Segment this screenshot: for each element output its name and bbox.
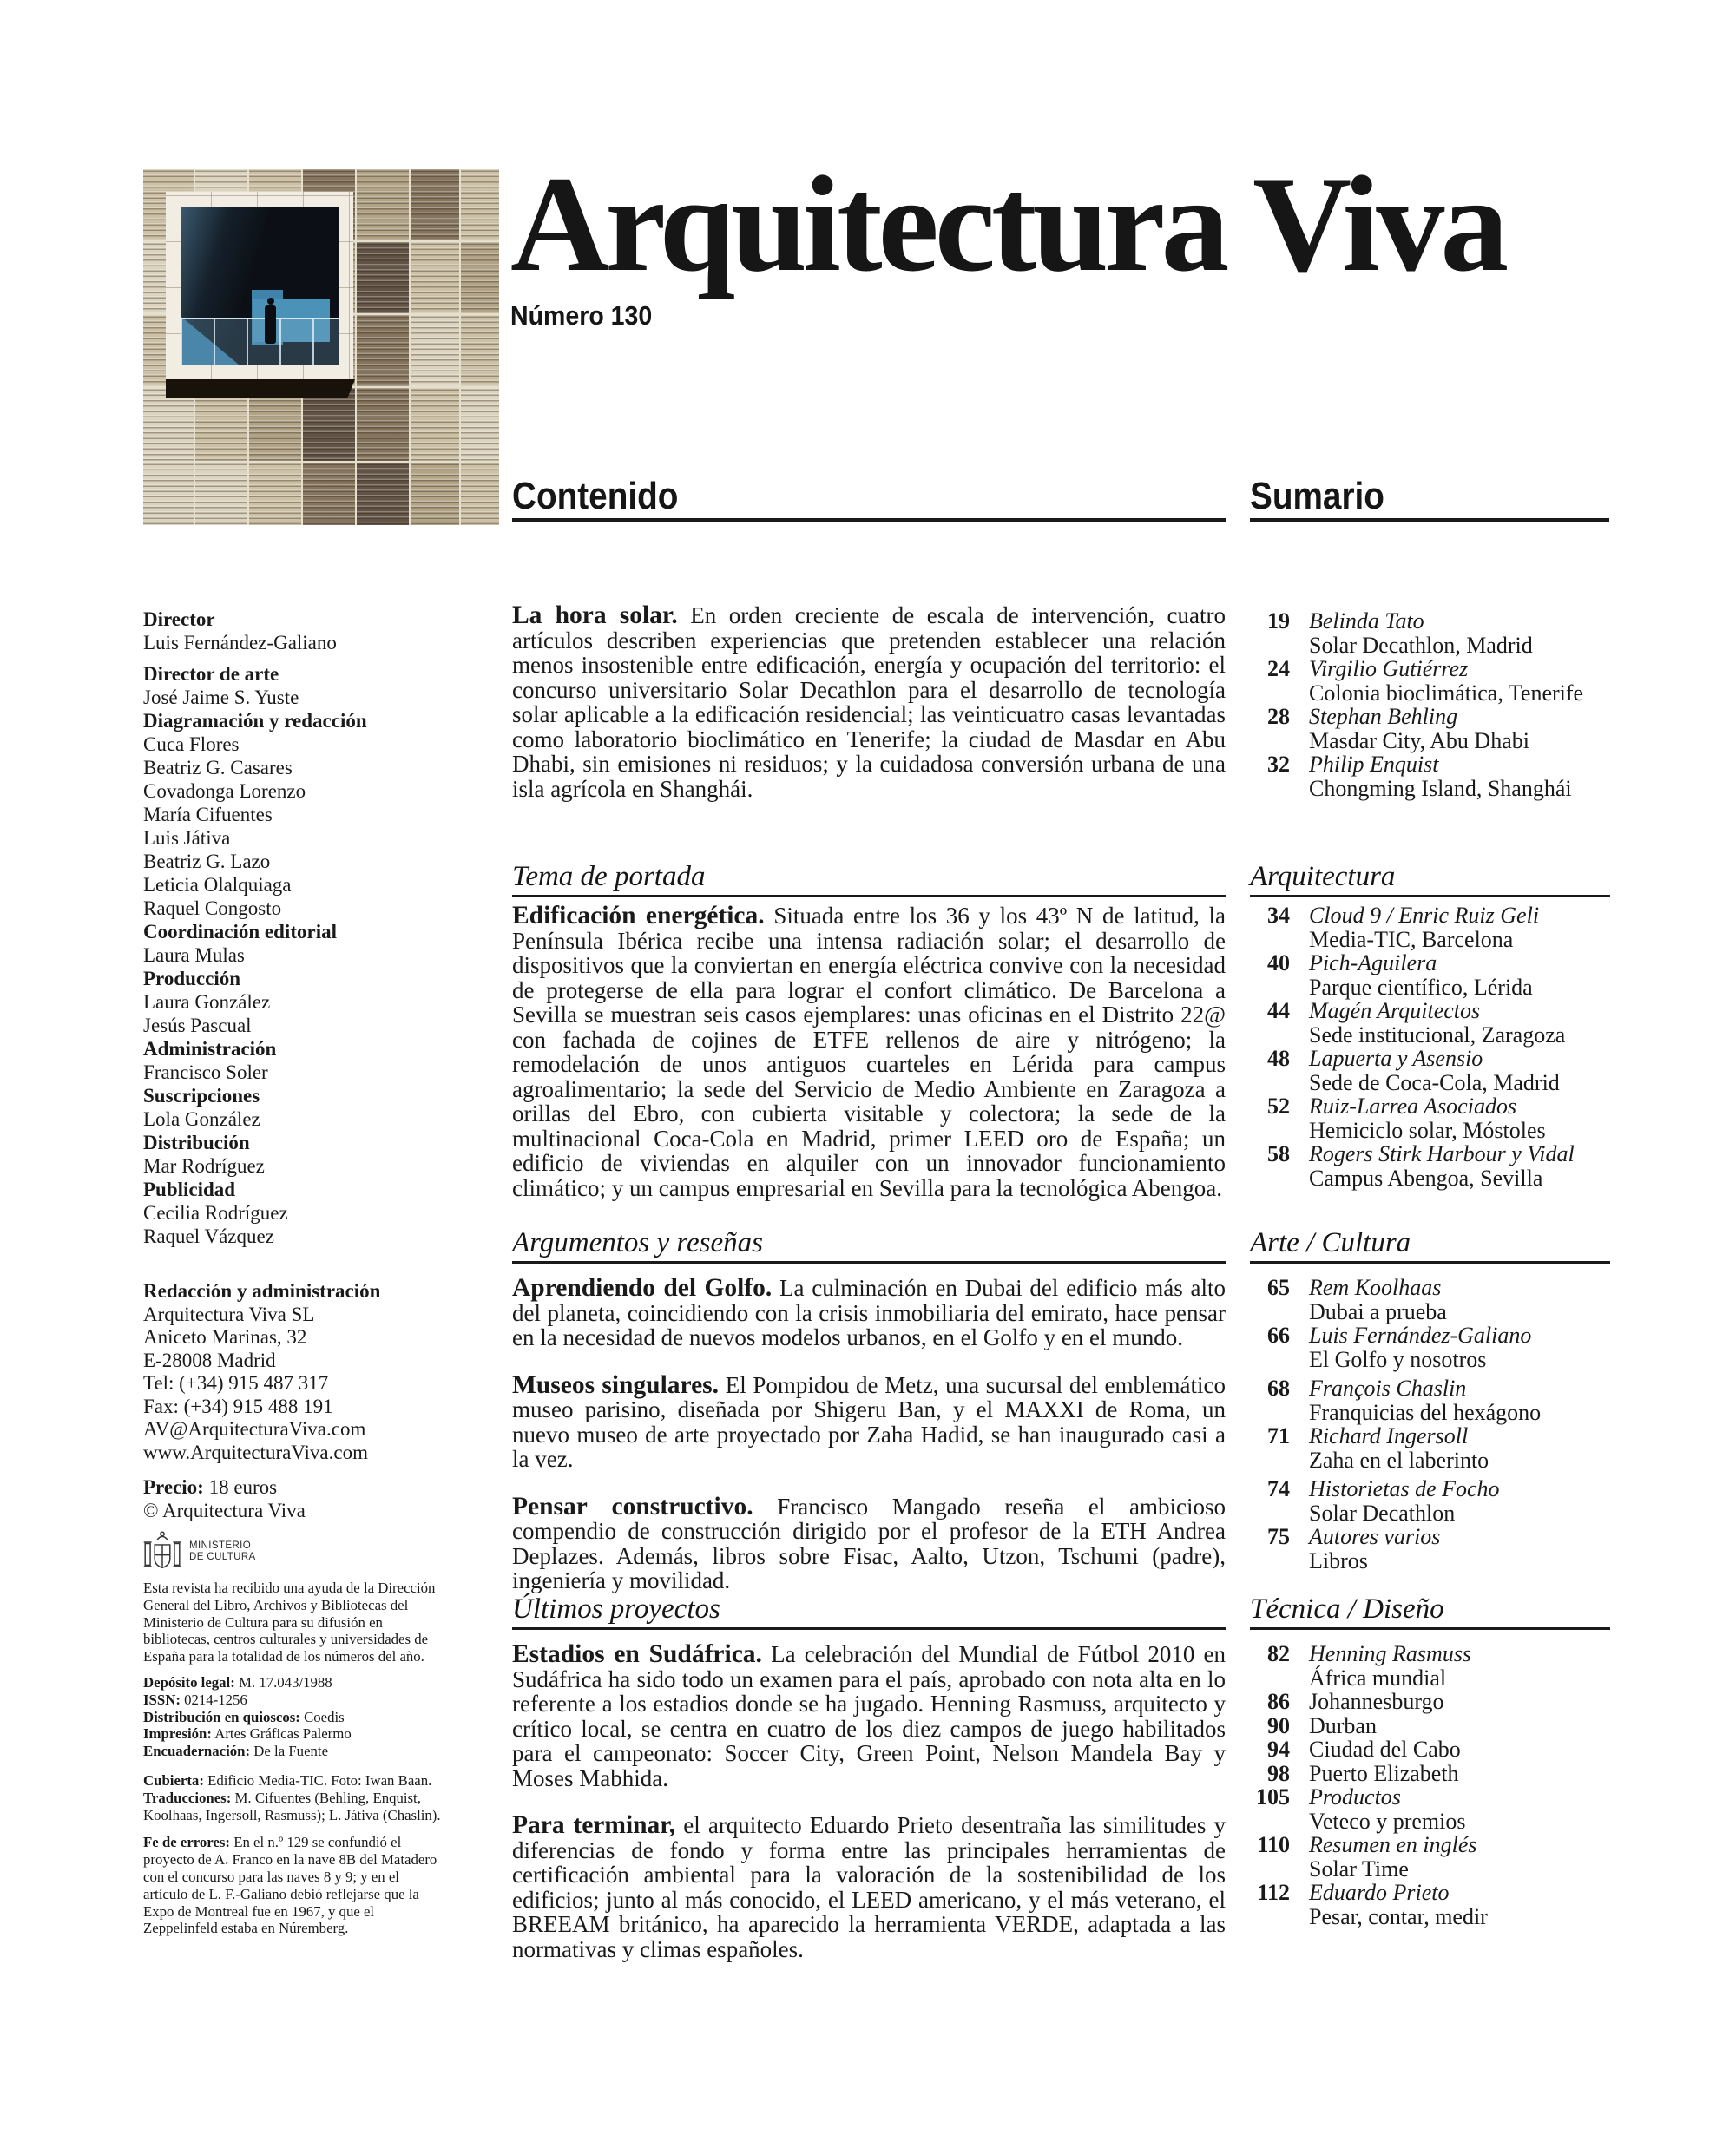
entry-page-number: 90 bbox=[1267, 1712, 1290, 1738]
legal-line bbox=[143, 1691, 445, 1709]
contact-line: Arquitectura Viva SL bbox=[143, 1303, 315, 1325]
entry-title: Ruiz-Larrea Asociados bbox=[1309, 1094, 1517, 1119]
facade-panel bbox=[143, 463, 194, 525]
paragraph-lead: Estadios en Sudáfrica. bbox=[512, 1640, 762, 1668]
legal-line bbox=[143, 1709, 445, 1726]
entry-page-number: 74 bbox=[1267, 1476, 1290, 1501]
entry-text bbox=[1309, 1881, 1610, 1928]
masthead-role-label: Producción bbox=[143, 968, 241, 989]
masthead-role-label: Director de arte bbox=[143, 663, 279, 685]
entry-title: Cloud 9 / Enric Ruiz Geli bbox=[1309, 903, 1540, 928]
entry-subtitle: Veteco y premios bbox=[1309, 1808, 1466, 1834]
entry-subtitle: Campus Abengoa, Sevilla bbox=[1309, 1165, 1543, 1191]
content-intro bbox=[512, 603, 1226, 824]
entry-subtitle: El Golfo y nosotros bbox=[1309, 1346, 1487, 1372]
sumario-entry bbox=[1250, 1833, 1610, 1881]
content-paragraph: Museos singulares. El Pompidou de Metz, una sucursal del emblemático museo parisino, diseñada por Shigeru Ban, y el MAXXI de Roma, un nuevo museo de arte proyectado por Zaha Hadid, se han inaugurado casi a la vez. bbox=[512, 1370, 1226, 1472]
entry-text bbox=[1309, 609, 1610, 657]
entry-title: Richard Ingersoll bbox=[1309, 1423, 1469, 1448]
entry-text bbox=[1309, 1762, 1610, 1786]
entry-page-number: 58 bbox=[1267, 1141, 1290, 1166]
sumario-entry bbox=[1250, 1094, 1610, 1142]
entry-text bbox=[1309, 1477, 1610, 1525]
section-body-ultimos bbox=[512, 1642, 1226, 1984]
entry-subtitle: Libros bbox=[1309, 1547, 1368, 1573]
content-paragraph: Pensar constructivo. Francisco Mangado reseña el ambicioso compendio de construcción dirigido por el profesor de la ETH Andrea Deplazes. Además, libros sobre Fisac, Aalto, Utzon, Tschumi (padre), ingeniería y movilidad. bbox=[512, 1492, 1226, 1593]
fineprint-label: Cubierta: bbox=[143, 1771, 204, 1789]
entry-page-number: 94 bbox=[1267, 1737, 1290, 1762]
glass-railing bbox=[181, 318, 339, 365]
entry-title: Historietas de Focho bbox=[1309, 1476, 1500, 1501]
entry-text bbox=[1309, 1276, 1610, 1324]
entry-title: Stephan Behling bbox=[1309, 704, 1458, 729]
entry-subtitle: Dubai a prueba bbox=[1309, 1298, 1447, 1324]
entry-page-number: 68 bbox=[1267, 1376, 1290, 1401]
fineprint-text: Edificio Media-TIC. Foto: Iwan Baan. bbox=[203, 1771, 432, 1789]
ministry-label bbox=[189, 1540, 256, 1563]
contact-line: E-28008 Madrid bbox=[143, 1349, 276, 1371]
entry-page-number: 65 bbox=[1267, 1275, 1290, 1300]
masthead-person: Jesús Pascual bbox=[143, 1015, 252, 1036]
sumario-entry bbox=[1250, 903, 1610, 951]
entry-title: Virgilio Gutiérrez bbox=[1309, 656, 1469, 681]
content-paragraph: Estadios en Sudáfrica. La celebración del Mundial de Fútbol 2010 en Sudáfrica ha sido todo un examen para el país, aprobado con nota alta en lo referente a los estadios donde se ha jugado. Henning Rasmuss, arquitecto y crítico local, se centra en cuatro de los diez campos de juego habilitados para el campeonato: Soccer City, Green Point, Nelson Mandela Bay y Moses Mabhida. bbox=[512, 1640, 1226, 1791]
fineprint-label: Fe de errores: bbox=[143, 1834, 231, 1851]
sumario-rule bbox=[1250, 518, 1609, 522]
sumario-entry bbox=[1250, 1642, 1610, 1690]
facade-panel bbox=[249, 388, 301, 461]
section-body-argumentos bbox=[512, 1276, 1226, 1616]
entry-subtitle: Masdar City, Abu Dhabi bbox=[1309, 727, 1529, 753]
entry-subtitle: Pesar, contar, medir bbox=[1309, 1903, 1488, 1929]
facade-panel bbox=[461, 463, 499, 525]
entry-subtitle: Sede institucional, Zaragoza bbox=[1309, 1021, 1566, 1048]
ministry-line2: DE CULTURA bbox=[189, 1552, 256, 1562]
entry-title: Resumen en inglés bbox=[1309, 1832, 1477, 1857]
errata-block bbox=[143, 1834, 445, 1937]
sumario-entry bbox=[1250, 1714, 1610, 1738]
sumario-entry bbox=[1250, 752, 1610, 800]
cover-credit-line bbox=[143, 1790, 445, 1824]
contenido-rule bbox=[512, 518, 1226, 522]
sumario-group-tecnica-diseno bbox=[1250, 1642, 1610, 1928]
masthead-person: Francisco Soler bbox=[143, 1061, 268, 1083]
fineprint-label: ISSN: bbox=[143, 1691, 181, 1708]
sumario-entry bbox=[1250, 657, 1610, 705]
entry-title: Luis Fernández-Galiano bbox=[1309, 1323, 1532, 1348]
price-line bbox=[143, 1475, 443, 1499]
entry-title: Philip Enquist bbox=[1309, 752, 1439, 777]
facade-panel bbox=[357, 463, 409, 525]
facade-panel bbox=[411, 242, 459, 313]
legal-line bbox=[143, 1725, 445, 1743]
masthead-person: María Cifuentes bbox=[143, 804, 273, 825]
window-opening bbox=[181, 207, 339, 365]
entry-text bbox=[1309, 999, 1610, 1047]
sumario-entry bbox=[1250, 609, 1610, 657]
person-silhouette bbox=[265, 305, 276, 344]
contact-line: Fax: (+34) 915 488 191 bbox=[143, 1395, 333, 1417]
masthead-role-label: Director bbox=[143, 608, 215, 630]
magazine-logo: Arquitectura Viva bbox=[510, 148, 1505, 300]
cover-credit-line bbox=[143, 1772, 445, 1790]
fineprint-text: M. 17.043/1988 bbox=[234, 1673, 332, 1691]
entry-text bbox=[1309, 1094, 1610, 1142]
sumario-entry bbox=[1250, 705, 1610, 752]
facade-panel bbox=[357, 388, 409, 461]
facade-panel bbox=[303, 388, 355, 461]
facade-panel bbox=[411, 388, 459, 461]
masthead-person: José Jaime S. Yuste bbox=[143, 686, 299, 708]
brand-block bbox=[510, 148, 1505, 332]
entry-subtitle: África mundial bbox=[1309, 1665, 1447, 1691]
contact-line: Aniceto Marinas, 32 bbox=[143, 1326, 307, 1348]
masthead-person: Beatriz G. Casares bbox=[143, 757, 293, 778]
facade-window bbox=[166, 192, 353, 379]
entry-title: Lapuerta y Asensio bbox=[1309, 1046, 1483, 1071]
sumario-entry bbox=[1250, 1881, 1610, 1928]
fineprint-label: Precio: bbox=[143, 1476, 204, 1498]
entry-page-number: 82 bbox=[1267, 1641, 1290, 1666]
entry-text bbox=[1309, 1525, 1610, 1573]
cover-credit-block bbox=[143, 1772, 445, 1823]
legal-line bbox=[143, 1674, 445, 1691]
content-paragraph: Edificación energética. Situada entre los 36 y los 43º N de latitud, la Península Ibérica recibe una intensa radiación solar; el desarrollo de dispositivos que la conviertan en energía eléctrica convive con la necesidad de protegerse de ella para lograr el confort climático. De Barcelona a Sevilla se muestran seis casos ejemplares: unas oficinas en el Distrito 22@ con fachada de cojines de ETFE rellenos de aire y nitrógeno; la remodelación de unos antiguos cuarteles en Lérida para campus agroalimentario; la sede del Servicio de Medio Ambiente en Zaragoza a orillas del Ebro, con cubierta visitable y colectora; la sede de la multinacional Coca-Cola en Madrid, primer LEED oro de España; un edificio de viviendas en alquiler con un innovador funcionamiento climático; y un campus empresarial en Sevilla para la tecnológica Abengoa. bbox=[512, 902, 1226, 1201]
entry-title: Eduardo Prieto bbox=[1309, 1880, 1450, 1905]
paragraph-lead: Edificación energética. bbox=[512, 902, 765, 929]
content-paragraph: Para terminar, el arquitecto Eduardo Prieto desentraña las similitudes y diferencias de fondo y forma entre las principales herramientas de certificación ambiental para la valoración de la sostenibilidad de los edificios; junto al más conocido, el LEED americano, y el más veterano, el BREEAM británico, ha aparecido la herramienta VERDE, adaptada a las normativas y climas españoles. bbox=[512, 1811, 1226, 1962]
masthead-person: Cuca Flores bbox=[143, 733, 240, 755]
masthead-role-label: Coordinación editorial bbox=[143, 921, 337, 943]
contact-block bbox=[143, 1280, 443, 1464]
entry-page-number: 34 bbox=[1267, 903, 1290, 928]
sumario-heading-arquitectura: Arquitectura bbox=[1250, 860, 1610, 897]
entry-page-number: 24 bbox=[1267, 656, 1290, 681]
entry-page-number: 71 bbox=[1267, 1423, 1290, 1448]
facade-panel bbox=[357, 242, 409, 313]
sumario-entry bbox=[1250, 1276, 1610, 1324]
masthead-person: Laura González bbox=[143, 991, 271, 1013]
sumario-entry bbox=[1250, 1785, 1610, 1833]
facade-panel bbox=[411, 169, 459, 240]
entry-page-number: 28 bbox=[1267, 704, 1290, 729]
section-body-tema bbox=[512, 903, 1226, 1223]
ministry-line1: MINISTERIO bbox=[189, 1540, 252, 1551]
entry-text bbox=[1309, 1833, 1610, 1881]
sumario-entry bbox=[1250, 1424, 1610, 1472]
entry-title: Durban bbox=[1309, 1712, 1377, 1738]
entry-page-number: 75 bbox=[1267, 1524, 1290, 1549]
contact-line: Tel: (+34) 915 487 317 bbox=[143, 1372, 329, 1394]
sumario-heading-arte-cultura: Arte / Cultura bbox=[1250, 1226, 1610, 1264]
entry-subtitle: Solar Decathlon, Madrid bbox=[1309, 632, 1533, 658]
sumario-group-arte-cultura bbox=[1250, 1276, 1610, 1573]
facade-panel bbox=[195, 463, 247, 525]
entry-page-number: 48 bbox=[1267, 1046, 1290, 1071]
entry-text bbox=[1309, 1376, 1610, 1424]
masthead-person: Raquel Congosto bbox=[143, 897, 282, 919]
contact-line: www.ArquitecturaViva.com bbox=[143, 1441, 368, 1463]
entry-title: Rogers Stirk Harbour y Vidal bbox=[1309, 1141, 1575, 1166]
entry-page-number: 105 bbox=[1256, 1784, 1290, 1810]
masthead-role-label: Publicidad bbox=[143, 1179, 236, 1200]
sumario-heading-tecnica-diseno: Técnica / Diseño bbox=[1250, 1593, 1610, 1630]
errata-paragraph bbox=[143, 1834, 445, 1937]
entry-page-number: 32 bbox=[1267, 752, 1290, 777]
entry-subtitle: Hemiciclo solar, Móstoles bbox=[1309, 1117, 1546, 1143]
facade-panel bbox=[461, 315, 499, 386]
fineprint-text: De la Fuente bbox=[250, 1743, 329, 1760]
entry-subtitle: Media-TIC, Barcelona bbox=[1309, 926, 1514, 952]
facade-panel bbox=[411, 315, 459, 386]
facade-panel bbox=[461, 169, 499, 240]
entry-title: Productos bbox=[1309, 1784, 1401, 1810]
paragraph-lead: Para terminar, bbox=[512, 1811, 676, 1839]
entry-title: Henning Rasmuss bbox=[1309, 1641, 1472, 1666]
masthead-person: Leticia Olalquiaga bbox=[143, 874, 292, 896]
entry-text bbox=[1309, 1047, 1610, 1094]
facade-panel bbox=[357, 315, 409, 386]
masthead-person: Covadonga Lorenzo bbox=[143, 780, 306, 802]
sumario-entry bbox=[1250, 1142, 1610, 1190]
facade-panel bbox=[461, 388, 499, 461]
masthead-person: Raquel Vázquez bbox=[143, 1225, 274, 1247]
sumario-group-top bbox=[1250, 609, 1610, 800]
sumario-group-arquitectura bbox=[1250, 903, 1610, 1190]
fineprint-text: M. Cifuentes (Behling, Enquist, Koolhaas, Ingersoll, Rasmuss); L. Játiva (Chaslin). bbox=[143, 1789, 441, 1823]
masthead-person: Cecilia Rodríguez bbox=[143, 1202, 288, 1224]
masthead-person: Luis Játiva bbox=[143, 827, 231, 849]
section-heading-argumentos: Argumentos y reseñas bbox=[512, 1226, 1226, 1264]
contact-label: Redacción y administración bbox=[143, 1280, 381, 1302]
facade-panel bbox=[195, 388, 247, 461]
ministry-crest-icon bbox=[143, 1529, 181, 1574]
section-heading-ultimos: Últimos proyectos bbox=[512, 1593, 1226, 1630]
sumario-entry bbox=[1250, 1324, 1610, 1371]
section-heading-tema: Tema de portada bbox=[512, 860, 1226, 897]
entry-text bbox=[1309, 1424, 1610, 1472]
masthead-person: Beatriz G. Lazo bbox=[143, 851, 271, 872]
entry-subtitle: Solar Time bbox=[1309, 1856, 1409, 1882]
entry-text bbox=[1309, 1324, 1610, 1371]
entry-title: Magén Arquitectos bbox=[1309, 998, 1481, 1023]
legal-block bbox=[143, 1674, 445, 1760]
entry-title: Puerto Elizabeth bbox=[1309, 1760, 1459, 1786]
paragraph-lead: Pensar constructivo. bbox=[512, 1492, 753, 1521]
masthead-role-label: Diagramación y redacción bbox=[143, 710, 367, 732]
entry-page-number: 66 bbox=[1267, 1323, 1290, 1348]
entry-subtitle: Chongming Island, Shanghái bbox=[1309, 775, 1572, 801]
price-block bbox=[143, 1475, 443, 1522]
sumario-entry bbox=[1250, 1690, 1610, 1714]
sumario-entry bbox=[1250, 951, 1610, 999]
masthead-person: Mar Rodríguez bbox=[143, 1155, 265, 1177]
fineprint-text: Artes Gráficas Palermo bbox=[211, 1725, 352, 1743]
entry-subtitle: Parque científico, Lérida bbox=[1309, 974, 1533, 1000]
facade-panel bbox=[303, 463, 355, 525]
paragraph-lead: Museos singulares. bbox=[512, 1370, 720, 1399]
masthead-role-label: Administración bbox=[143, 1038, 277, 1060]
fineprint-text: 0214-1256 bbox=[180, 1691, 247, 1708]
entry-page-number: 44 bbox=[1267, 998, 1290, 1023]
entry-page-number: 19 bbox=[1267, 608, 1290, 634]
entry-title: Ciudad del Cabo bbox=[1309, 1737, 1461, 1762]
paragraph-lead: La hora solar. bbox=[512, 601, 678, 629]
entry-title: Autores varios bbox=[1309, 1524, 1441, 1549]
masthead-person: Luis Fernández-Galiano bbox=[143, 632, 337, 654]
masthead-person: Laura Mulas bbox=[143, 944, 245, 966]
sumario-entry bbox=[1250, 1477, 1610, 1525]
entry-text bbox=[1309, 903, 1610, 951]
entry-title: Rem Koolhaas bbox=[1309, 1275, 1442, 1300]
contenido-header: Contenido bbox=[512, 475, 679, 517]
contact-line: AV@ArquitecturaViva.com bbox=[143, 1418, 366, 1440]
window-shadow bbox=[166, 379, 355, 398]
fineprint-text: En el n.º 129 se confundió el proyecto de A. Franco en la nave 8B del Matadero con el concurso para las naves 8 y 9; y en el artículo de L. F.-Galiano debió reflejarse que la Expo de Montreal fue en 1967, y que el Zeppelinfeld estaba en Núremberg. bbox=[143, 1834, 437, 1937]
masthead-role-label: Suscripciones bbox=[143, 1085, 260, 1107]
sumario-entry bbox=[1250, 1737, 1610, 1762]
paragraph-lead: Aprendiendo del Golfo. bbox=[512, 1274, 773, 1302]
entry-subtitle: Sede de Coca-Cola, Madrid bbox=[1309, 1069, 1560, 1095]
ministry-block bbox=[143, 1529, 256, 1574]
sumario-entry bbox=[1250, 999, 1610, 1047]
fineprint-label: Encuadernación: bbox=[143, 1743, 251, 1760]
entry-page-number: 98 bbox=[1267, 1760, 1290, 1786]
price-line bbox=[143, 1499, 443, 1522]
entry-title: François Chaslin bbox=[1309, 1376, 1467, 1401]
sumario-entry bbox=[1250, 1376, 1610, 1424]
facade-panel bbox=[461, 242, 499, 313]
issue-number: Número 130 bbox=[510, 300, 653, 331]
fineprint-label: Impresión: bbox=[143, 1725, 212, 1743]
entry-subtitle: Colonia bioclimática, Tenerife bbox=[1309, 680, 1584, 706]
entry-text bbox=[1309, 951, 1610, 999]
entry-page-number: 40 bbox=[1267, 950, 1290, 975]
fineprint-label: Distribución en quioscos: bbox=[143, 1708, 300, 1725]
facade-panel bbox=[357, 169, 409, 240]
sumario-entry bbox=[1250, 1762, 1610, 1786]
content-paragraph: Aprendiendo del Golfo. La culminación en Dubai del edificio más alto del planeta, coincidiendo con la crisis inmobiliaria del emirato, hace pensar en la necesidad de nuevos modelos urbanos, en el Golfo y en el mundo. bbox=[512, 1274, 1226, 1350]
facade-panel bbox=[411, 463, 459, 525]
fineprint-label: Depósito legal: bbox=[143, 1673, 235, 1691]
entry-text bbox=[1309, 1714, 1610, 1738]
entry-subtitle: Zaha en el laberinto bbox=[1309, 1447, 1489, 1473]
fineprint-text: 18 euros bbox=[203, 1476, 278, 1498]
funding-note: Esta revista ha recibido una ayuda de la Dirección General del Libro, Archivos y Bibliotecas del Ministerio de Cultura para su difusión en bibliotecas, centros culturales y universidades de España para la totalidad de los números del año. bbox=[143, 1580, 436, 1665]
fineprint-text: Coedis bbox=[299, 1708, 345, 1725]
entry-text bbox=[1309, 752, 1610, 800]
facade-panel bbox=[249, 463, 301, 525]
entry-page-number: 112 bbox=[1257, 1880, 1290, 1905]
entry-page-number: 86 bbox=[1267, 1689, 1290, 1714]
masthead-role-label: Distribución bbox=[143, 1132, 250, 1153]
masthead bbox=[143, 608, 443, 1248]
legal-line bbox=[143, 1743, 445, 1760]
masthead-person: Lola González bbox=[143, 1108, 260, 1130]
entry-title: Belinda Tato bbox=[1309, 608, 1424, 634]
sumario-header: Sumario bbox=[1250, 475, 1384, 517]
sumario-entry bbox=[1250, 1525, 1610, 1573]
fineprint-text: © Arquitectura Viva bbox=[143, 1500, 306, 1521]
entry-page-number: 52 bbox=[1267, 1094, 1290, 1119]
entry-text bbox=[1309, 705, 1610, 752]
entry-text bbox=[1309, 1785, 1610, 1833]
entry-text bbox=[1309, 1690, 1610, 1714]
entry-page-number: 110 bbox=[1257, 1832, 1290, 1857]
entry-text bbox=[1309, 1737, 1610, 1762]
content-paragraph: La hora solar. En orden creciente de escala de intervención, cuatro artículos describen experiencias que pretenden establecer una relación menos insostenible entre edificación, energía y ocupación del territorio: el concurso universitario Solar Decathlon para el desarrollo de tecnología solar aplicable a la edificación residencial; las veinticuatro casas levantadas como laboratorio bioclimático en Tenerife; la ciudad de Masdar en Abu Dhabi, sin emisiones ni residuos; y la cuidadosa conversión urbana de una isla agrícola en Shanghái. bbox=[512, 601, 1226, 802]
entry-text bbox=[1309, 1142, 1610, 1190]
facade-panel bbox=[143, 388, 194, 461]
cover-photo bbox=[143, 169, 499, 525]
entry-subtitle: Solar Decathlon bbox=[1309, 1500, 1456, 1526]
sumario-entry bbox=[1250, 1047, 1610, 1094]
fineprint-block bbox=[143, 1580, 445, 1937]
fineprint-label: Traducciones: bbox=[143, 1789, 232, 1806]
entry-text bbox=[1309, 1642, 1610, 1690]
entry-title: Pich-Aguilera bbox=[1309, 950, 1437, 975]
entry-text bbox=[1309, 657, 1610, 705]
entry-subtitle: Franquicias del hexágono bbox=[1309, 1399, 1542, 1425]
entry-title: Johannesburgo bbox=[1309, 1689, 1444, 1714]
